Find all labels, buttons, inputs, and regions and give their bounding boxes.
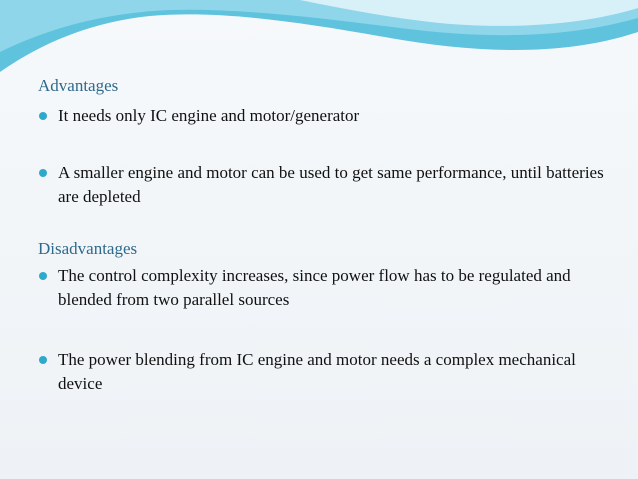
list-item [38, 348, 608, 396]
bullet-text: The control complexity increases, since power flow has to be regulated and blended from two parallel sources [58, 266, 571, 309]
bullet-dot-icon [39, 272, 47, 280]
bullet-dot-icon [39, 112, 47, 120]
list-item [38, 264, 608, 312]
bullet-text: A smaller engine and motor can be used to get same performance, until batteries are depleted [58, 163, 604, 206]
section-heading-advantages: Advantages [38, 76, 119, 95]
section-heading-disadvantages: Disadvantages [38, 239, 138, 258]
bullet-dot-icon [39, 169, 47, 177]
bullet-dot-icon [39, 356, 47, 364]
advantages-list [38, 104, 608, 209]
disadvantages-list [38, 264, 608, 396]
header-wave-decoration [0, 0, 638, 80]
list-item [38, 161, 608, 209]
slide-content [38, 74, 608, 396]
bullet-text: The power blending from IC engine and motor needs a complex mechanical device [58, 350, 576, 393]
bullet-text: It needs only IC engine and motor/generator [58, 106, 360, 125]
list-item [38, 104, 608, 128]
